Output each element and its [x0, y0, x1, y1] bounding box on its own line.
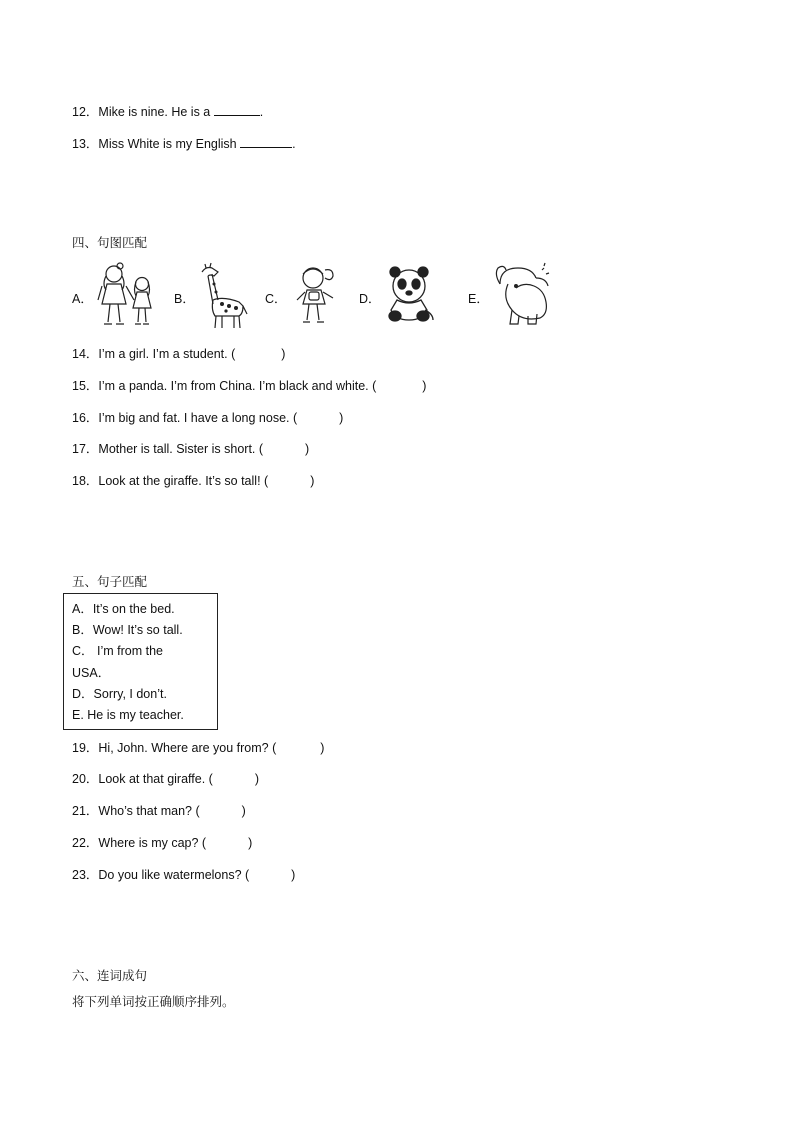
question-14: 14．I’m a girl. I’m a student. ( )	[72, 347, 286, 361]
section-6-instruction: 将下列单词按正确顺序排列。	[72, 995, 235, 1009]
question-15: 15．I’m a panda. I’m from China. I’m black and white. ( )	[72, 379, 427, 393]
section-6-heading: 六、连词成句	[72, 969, 148, 983]
option-b: B．Wow! It’s so tall.	[72, 623, 183, 637]
answer-options-box	[63, 593, 218, 730]
mother-daughter-icon	[92, 262, 158, 330]
question-text: 17．Mother is tall. Sister is short. (	[72, 442, 264, 456]
question-text: 13．Miss White is my English	[72, 137, 241, 151]
option-e: E. He is my teacher.	[72, 708, 184, 722]
elephant-icon	[488, 262, 552, 330]
question-17: 17．Mother is tall. Sister is short. ( )	[72, 442, 310, 456]
question-18: 18．Look at the giraffe. It’s so tall! ( )	[72, 474, 315, 488]
question-19: 19．Hi, John. Where are you from? ( )	[72, 741, 325, 755]
question-text: 21．Who’s that man? (	[72, 804, 200, 818]
question-text: 14．I’m a girl. I’m a student. (	[72, 347, 236, 361]
option-c-continued: USA．	[72, 666, 111, 680]
question-13: 13．Miss White is my English .	[72, 137, 296, 151]
question-text: 12．Mike is nine. He is a	[72, 105, 214, 119]
section-5-heading: 五、句子匹配	[72, 575, 148, 589]
question-text: 19．Hi, John. Where are you from? (	[72, 741, 277, 755]
option-a: A．It’s on the bed.	[72, 602, 175, 616]
question-text: 22．Where is my cap? (	[72, 836, 207, 850]
section-4-heading: 四、句图匹配	[72, 236, 148, 250]
question-16: 16．I’m big and fat. I have a long nose. ( )	[72, 411, 344, 425]
question-12: 12．Mike is nine. He is a .	[72, 105, 264, 119]
question-23: 23．Do you like watermelons? ( )	[72, 868, 296, 882]
question-22: 22．Where is my cap? ( )	[72, 836, 253, 850]
question-21: 21．Who’s that man? ( )	[72, 804, 246, 818]
answer-blank[interactable]	[240, 135, 292, 148]
option-c: C． I’m from the	[72, 644, 163, 658]
giraffe-icon	[194, 262, 252, 330]
question-text: 18．Look at the giraffe. It’s so tall! (	[72, 474, 269, 488]
question-text: 15．I’m a panda. I’m from China. I’m black and white. (	[72, 379, 377, 393]
question-text: 23．Do you like watermelons? (	[72, 868, 250, 882]
panda-icon	[385, 262, 439, 330]
question-text: 16．I’m big and fat. I have a long nose. (	[72, 411, 298, 425]
answer-blank[interactable]	[214, 103, 260, 116]
picture-choices: A． B． C． D． E．	[72, 262, 552, 330]
question-20: 20．Look at that giraffe. ( )	[72, 772, 259, 786]
option-d: D．Sorry, I don’t.	[72, 687, 167, 701]
question-text: 20．Look at that giraffe. (	[72, 772, 213, 786]
girl-student-icon	[289, 262, 347, 330]
